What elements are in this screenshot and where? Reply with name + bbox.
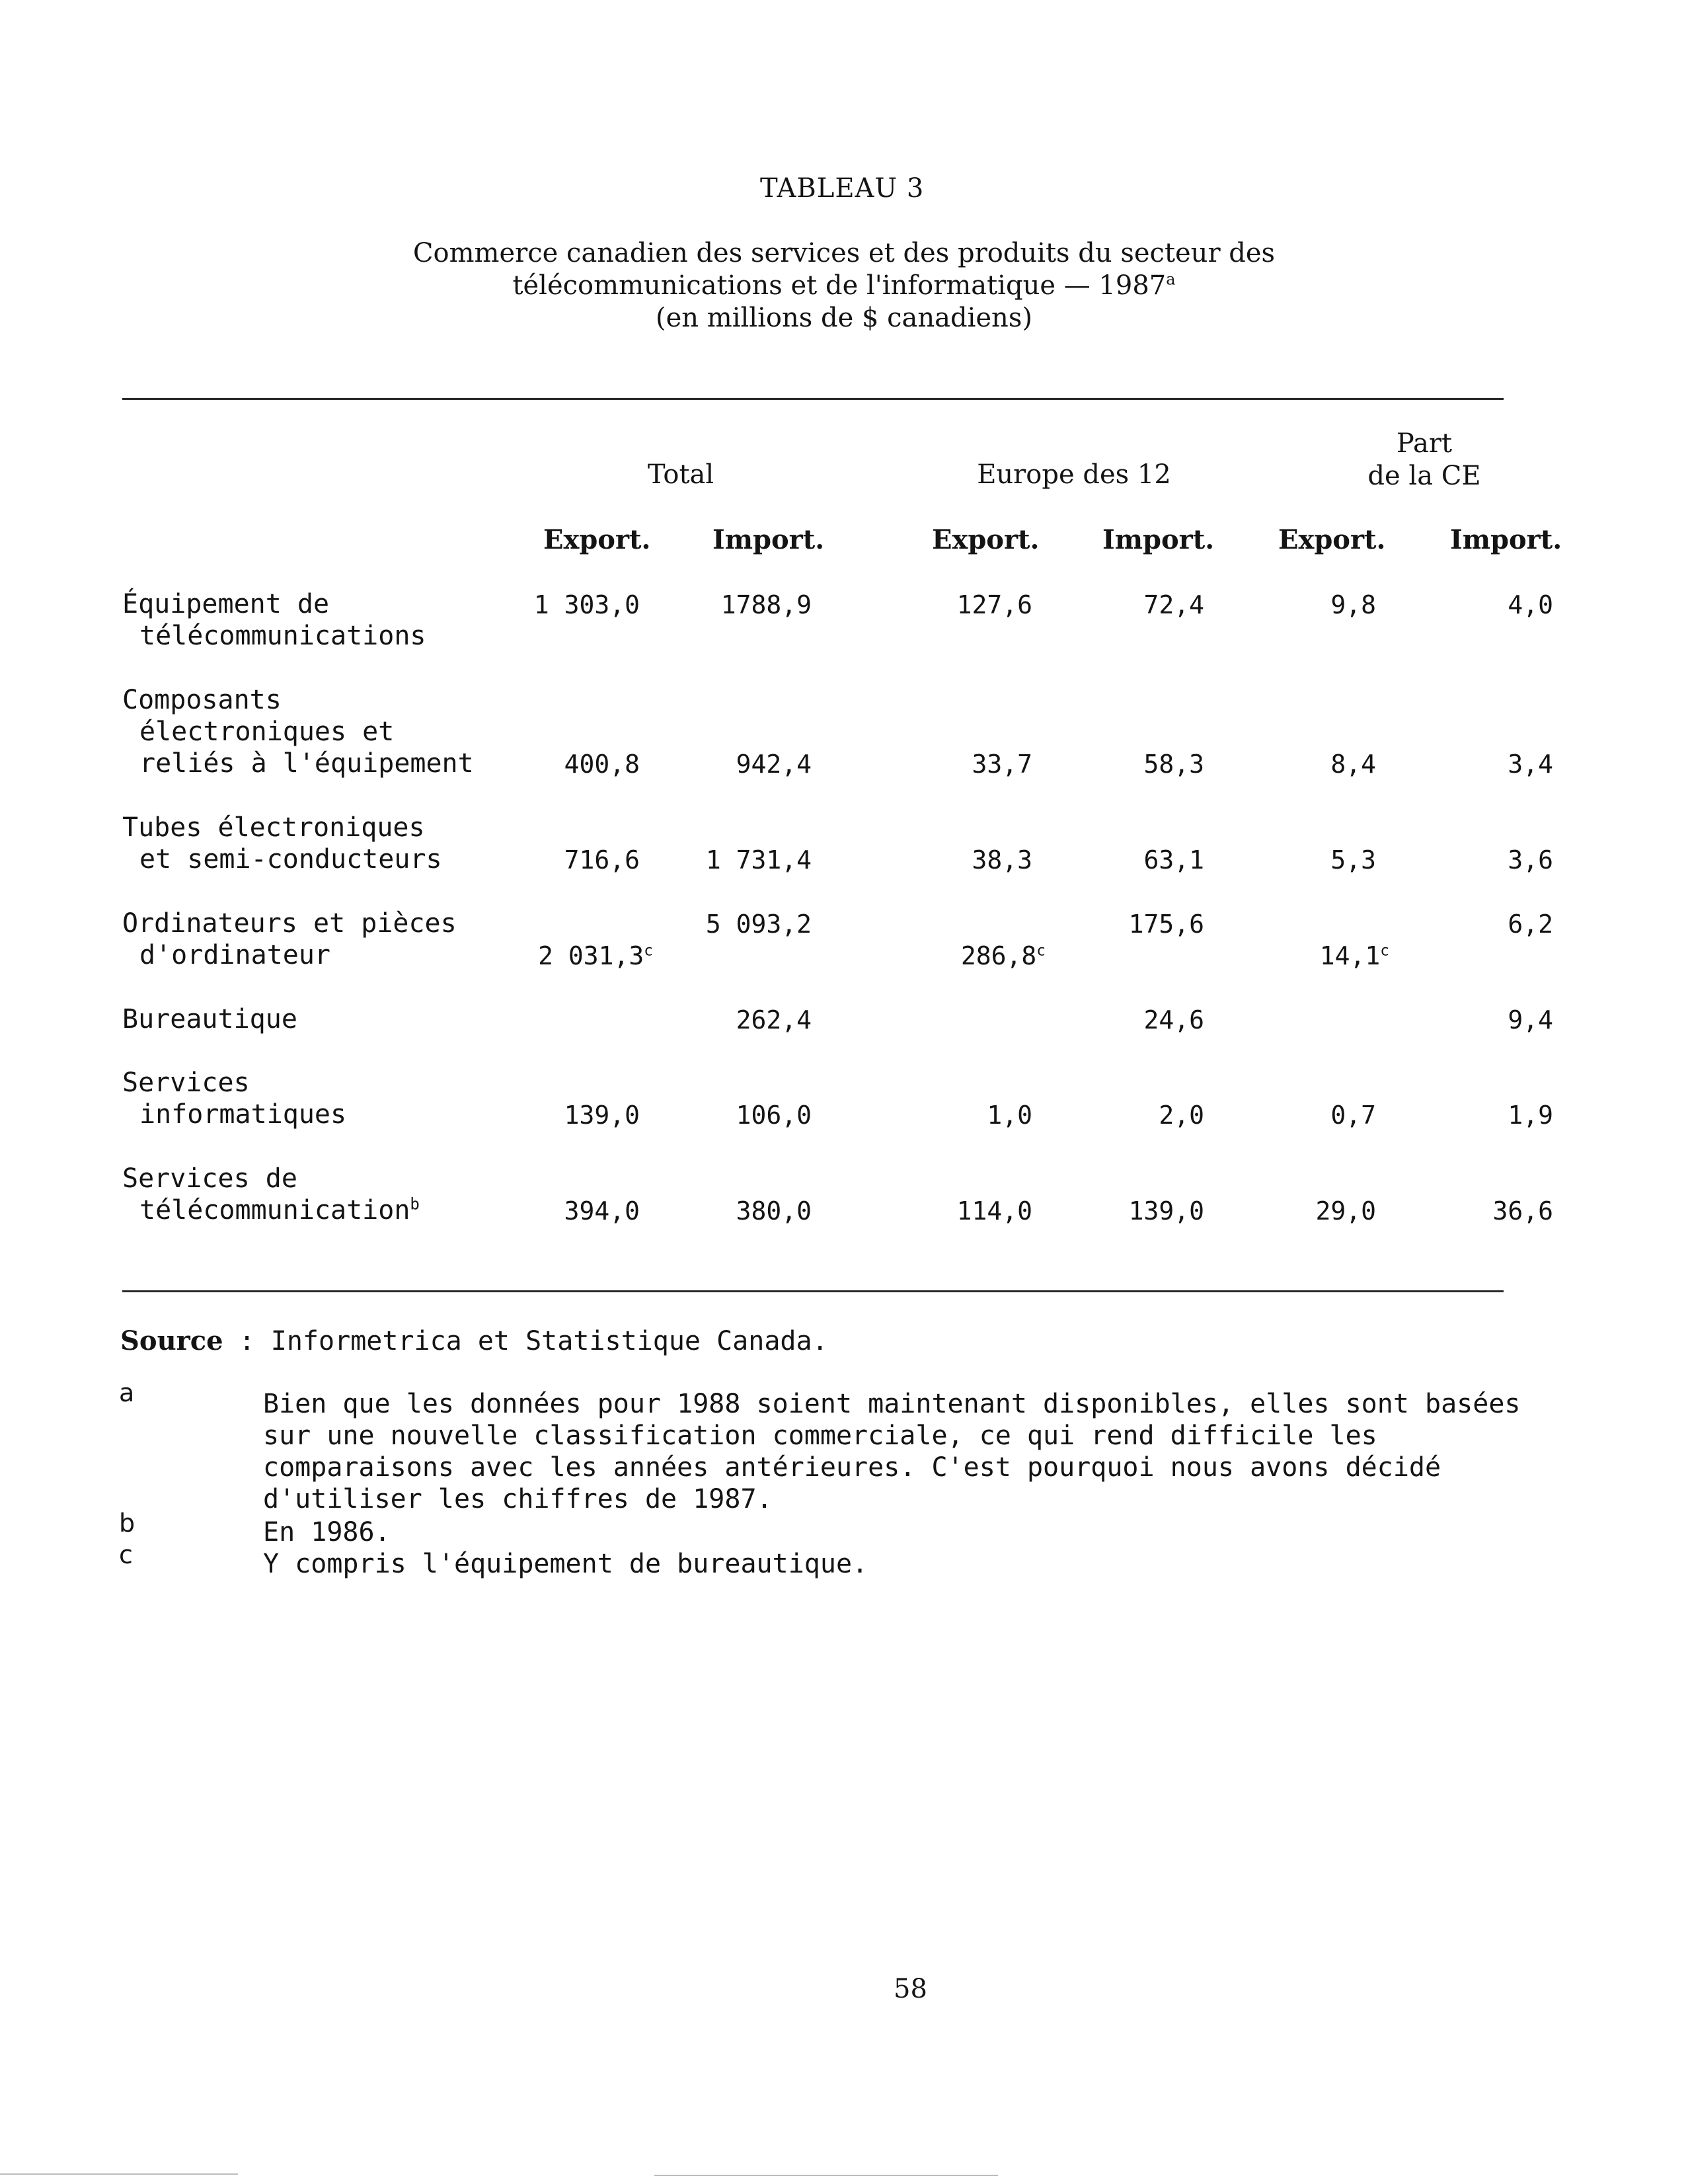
cell-europe-export: 114,0 [956, 1196, 1032, 1226]
row-label: Ordinateurs et pièces d'ordinateur [122, 908, 457, 970]
top-rule [122, 398, 1504, 400]
cell-europe-export: 127,6 [956, 590, 1032, 619]
cell-part-import: 9,4 [1508, 1005, 1553, 1034]
cell-total-export: 716,6 [564, 845, 640, 875]
row-label: Services de télécommunication$^b$ [122, 1163, 420, 1226]
subheader-part-import: Import. [1450, 524, 1562, 555]
cell-total-import: 106,0 [736, 1101, 812, 1130]
cell-part-export: 5,3 [1330, 845, 1376, 875]
scan-edge-mark [654, 2175, 998, 2176]
cell-europe-import: 24,6 [1143, 1005, 1204, 1034]
source-line: Source : Informetrica et Statistique Canada. [120, 1325, 828, 1356]
footnote-c: Y compris l'équipement de bureautique. [263, 1549, 868, 1579]
cell-part-export: 9,8 [1330, 590, 1376, 619]
footnote-mark-b: b [119, 1508, 135, 1538]
cell-total-export: 394,0 [564, 1196, 640, 1226]
row-label: Services informatiques [122, 1068, 347, 1130]
bottom-rule [122, 1290, 1504, 1292]
cell-total-import: 380,0 [736, 1196, 812, 1226]
cell-europe-export: 33,7 [972, 750, 1032, 779]
subheader-part-export: Export. [1278, 524, 1386, 555]
row-label: Bureautique [122, 1004, 297, 1034]
cell-part-import: 3,4 [1508, 750, 1553, 779]
header-part-line2: de la CE [1367, 461, 1481, 491]
header-part-line1: Part [1396, 428, 1453, 459]
cell-total-export: 1 303,0 [533, 590, 640, 619]
cell-europe-export: 1,0 [987, 1101, 1032, 1130]
cell-total-import: 1788,9 [720, 590, 812, 619]
cell-europe-import: 175,6 [1128, 910, 1204, 939]
cell-europe-import: 58,3 [1143, 750, 1204, 779]
subheader-total-import: Import. [712, 524, 825, 555]
table-title: TABLEAU 3 [760, 173, 925, 204]
cell-europe-import: 63,1 [1143, 845, 1204, 875]
cell-europe-import: 139,0 [1128, 1196, 1204, 1226]
cell-europe-export: 38,3 [972, 845, 1032, 875]
cell-total-import: 262,4 [736, 1005, 812, 1034]
cell-europe-import: 72,4 [1143, 590, 1204, 619]
footnote-b: En 1986. [263, 1517, 391, 1547]
cell-total-import: 1 731,4 [705, 845, 812, 875]
cell-part-export: 0,7 [1330, 1101, 1376, 1130]
scan-edge-mark [0, 2173, 238, 2175]
cell-part-export: 29,0 [1315, 1196, 1376, 1226]
cell-part-import: 36,6 [1492, 1196, 1553, 1226]
cell-part-import: 3,6 [1508, 845, 1553, 875]
cell-part-import: 6,2 [1508, 910, 1553, 939]
subheader-europe-import: Import. [1102, 524, 1215, 555]
subheader-total-export: Export. [543, 524, 651, 555]
page-number: 58 [894, 1974, 927, 2004]
cell-total-export: 400,8 [564, 750, 640, 779]
cell-total-import: 942,4 [736, 750, 812, 779]
cell-part-import: 1,9 [1508, 1101, 1553, 1130]
caption-line-1: Commerce canadien des services et des produits du secteur des [412, 238, 1276, 268]
caption-line-3: (en millions de $ canadiens) [656, 303, 1032, 333]
row-label: Composants électroniques et reliés à l'équipement [122, 685, 474, 779]
row-label: Équipement de télécommunications [122, 589, 426, 651]
cell-part-import: 4,0 [1508, 590, 1553, 619]
header-europe: Europe des 12 [977, 459, 1171, 490]
subheader-europe-export: Export. [932, 524, 1040, 555]
footnote-mark-c: c [119, 1540, 133, 1569]
cell-total-import: 5 093,2 [705, 910, 812, 939]
cell-europe-import: 2,0 [1159, 1101, 1204, 1130]
header-total: Total [647, 459, 714, 490]
row-label: Tubes électroniques et semi-conducteurs [122, 812, 442, 875]
footnote-a: Bien que les données pour 1988 soient maintenant disponibles, elles sont basées sur une nouvelle classification commerciale, ce qui rend difficile les comparaisons avec les années antérieures. C'est pourquoi nous avons décidé d'utiliser les chiffres de 1987. [263, 1389, 1521, 1514]
cell-part-export: 14,1$^c$ [1319, 941, 1389, 970]
caption-line-2: télécommunications et de l'informatique — 1987$^a$ [512, 270, 1176, 301]
cell-total-export: 139,0 [564, 1101, 640, 1130]
footnote-mark-a: a [119, 1378, 135, 1407]
cell-part-export: 8,4 [1330, 750, 1376, 779]
cell-total-export: 2 031,3$^c$ [538, 941, 653, 970]
cell-europe-export: 286,8$^c$ [960, 941, 1046, 970]
